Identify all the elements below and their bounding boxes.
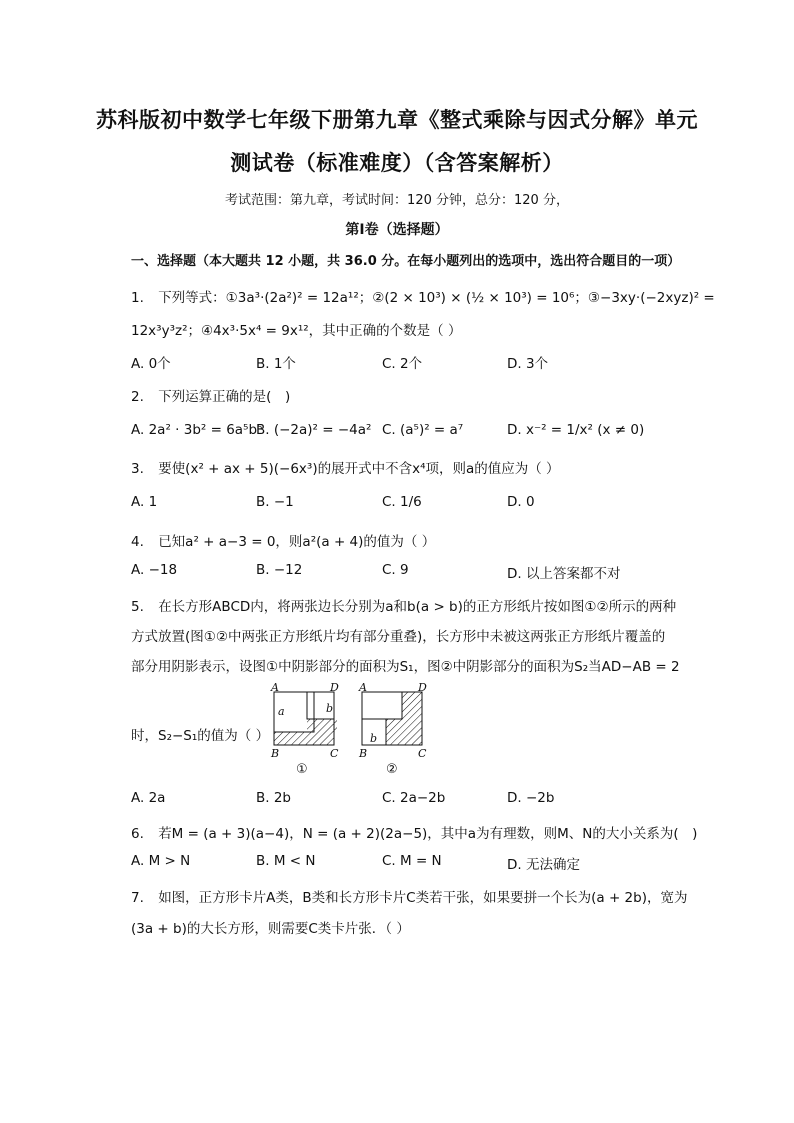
- question-number: 3.: [131, 461, 144, 477]
- q5-option-d: D. −2b: [507, 790, 555, 806]
- q3-option-d: D. 0: [507, 494, 535, 510]
- q2-option-a: A. 2a² · 3b² = 6a⁵b⁵: [131, 422, 263, 438]
- q6-option-b: B. M < N: [256, 853, 316, 869]
- figure-1: [270, 682, 339, 777]
- question-stem: 如图，正方形卡片A类，B类和长方形卡片C类若干张，如果要拼一个长为(a + 2b)，宽为: [158, 890, 688, 906]
- q6-option-c: C. M = N: [382, 853, 442, 869]
- question-stem: 若M = (a + 3)(a−4)，N = (a + 2)(2a−5)，其中a为有理数，则M、N的大小关系为( ): [158, 826, 698, 842]
- section-header: 一、选择题（本大题共 12 小题，共 36.0 分。在每小题列出的选项中，选出符合题目的一项）: [131, 254, 681, 269]
- label-b: b: [326, 702, 334, 715]
- question-number: 2.: [131, 389, 144, 405]
- q1-option-d: D. 3个: [507, 356, 549, 372]
- label-D: D: [330, 682, 339, 694]
- question-1-stem-cont: 12x³y³z²；④4x³·5x⁴ = 9x¹²，其中正确的个数是（ ）: [131, 323, 462, 339]
- q2-option-b: B. (−2a)² = −4a²: [256, 422, 372, 438]
- part-title: 第Ⅰ卷（选择题）: [345, 222, 449, 238]
- q1-option-b: B. 1个: [256, 356, 296, 372]
- question-stem: 在长方形ABCD内，将两张边长分别为a和b(a > b)的正方形纸片按如图①②所示的两种: [158, 599, 677, 615]
- q3-option-a: A. 1: [131, 494, 158, 510]
- label-A: A: [271, 682, 279, 694]
- question-number: 4.: [131, 534, 144, 550]
- label-a: a: [278, 705, 285, 718]
- question-5-stem-cont-2: 部分用阴影表示，设图①中阴影部分的面积为S₁，图②中阴影部分的面积为S₂当AD−AB = 2: [131, 659, 680, 675]
- figure-2-square-a: [362, 692, 402, 719]
- document-title-line2: 测试卷（标准难度）（含答案解析）: [230, 150, 564, 175]
- question-4: [131, 530, 435, 550]
- question-5: [131, 595, 676, 615]
- label-A: A: [359, 682, 367, 694]
- question-1: [131, 286, 715, 306]
- q1-option-a: A. 0个: [131, 356, 171, 372]
- label-C: C: [418, 747, 427, 760]
- question-6: [131, 822, 697, 842]
- figure-2: [358, 682, 427, 777]
- q5-option-b: B. 2b: [256, 790, 292, 806]
- document-title-line1: 苏科版初中数学七年级下册第九章《整式乘除与因式分解》单元: [96, 107, 698, 132]
- figure-2-caption: ②: [386, 762, 398, 777]
- q6-option-d: D. 无法确定: [507, 857, 580, 873]
- q3-option-c: C. 1/6: [382, 494, 422, 510]
- figure-1-caption: ①: [296, 762, 308, 777]
- q1-option-c: C. 2个: [382, 356, 423, 372]
- q5-option-a: A. 2a: [131, 790, 166, 806]
- q6-option-a: A. M > N: [131, 853, 191, 869]
- q4-option-d: D. 以上答案都不对: [507, 566, 621, 582]
- question-number: 7.: [131, 890, 144, 906]
- question-stem: 已知a² + a−3 = 0，则a²(a + 4)的值为（ ）: [158, 534, 436, 550]
- label-C: C: [330, 747, 339, 760]
- question-number: 5.: [131, 599, 144, 615]
- question-3: [131, 457, 560, 477]
- q5-option-c: C. 2a−2b: [382, 790, 446, 806]
- q4-option-a: A. −18: [131, 562, 178, 578]
- q2-option-c: C. (a⁵)² = a⁷: [382, 422, 464, 438]
- question-stem: 下列运算正确的是( ): [158, 389, 291, 405]
- q4-option-b: B. −12: [256, 562, 303, 578]
- q4-option-c: C. 9: [382, 562, 409, 578]
- question-stem: 要使(x² + ax + 5)(−6x³)的展开式中不含x⁴项，则a的值应为（ ）: [158, 461, 560, 477]
- exam-info: 考试范围：第九章，考试时间：120 分钟，总分：120 分，: [225, 193, 569, 208]
- question-5-stem-cont-1: 方式放置(图①②中两张正方形纸片均有部分重叠)，长方形中未被这两张正方形纸片覆盖的: [131, 629, 666, 645]
- q2-option-d: D. x⁻² = 1/x² (x ≠ 0): [507, 422, 645, 438]
- q5-figures: [262, 682, 442, 778]
- question-2: [131, 385, 290, 405]
- label-D: D: [418, 682, 427, 694]
- q3-option-b: B. −1: [256, 494, 294, 510]
- question-7: [131, 886, 687, 906]
- question-7-stem-cont: (3a + b)的大长方形，则需要C类卡片张．（ ）: [131, 921, 410, 937]
- label-B: B: [359, 747, 368, 760]
- label-b: b: [370, 732, 378, 745]
- question-number: 1.: [131, 290, 144, 306]
- label-B: B: [271, 747, 280, 760]
- question-5-stem-cont-3: 时，S₂−S₁的值为（ ）: [131, 728, 270, 744]
- question-number: 6.: [131, 826, 144, 842]
- question-stem: 下列等式：①3a³·(2a²)² = 12a¹²；②(2 × 10³) × (½ × 10³) = 10⁶；③−3xy·(−2xyz)² =: [158, 290, 715, 306]
